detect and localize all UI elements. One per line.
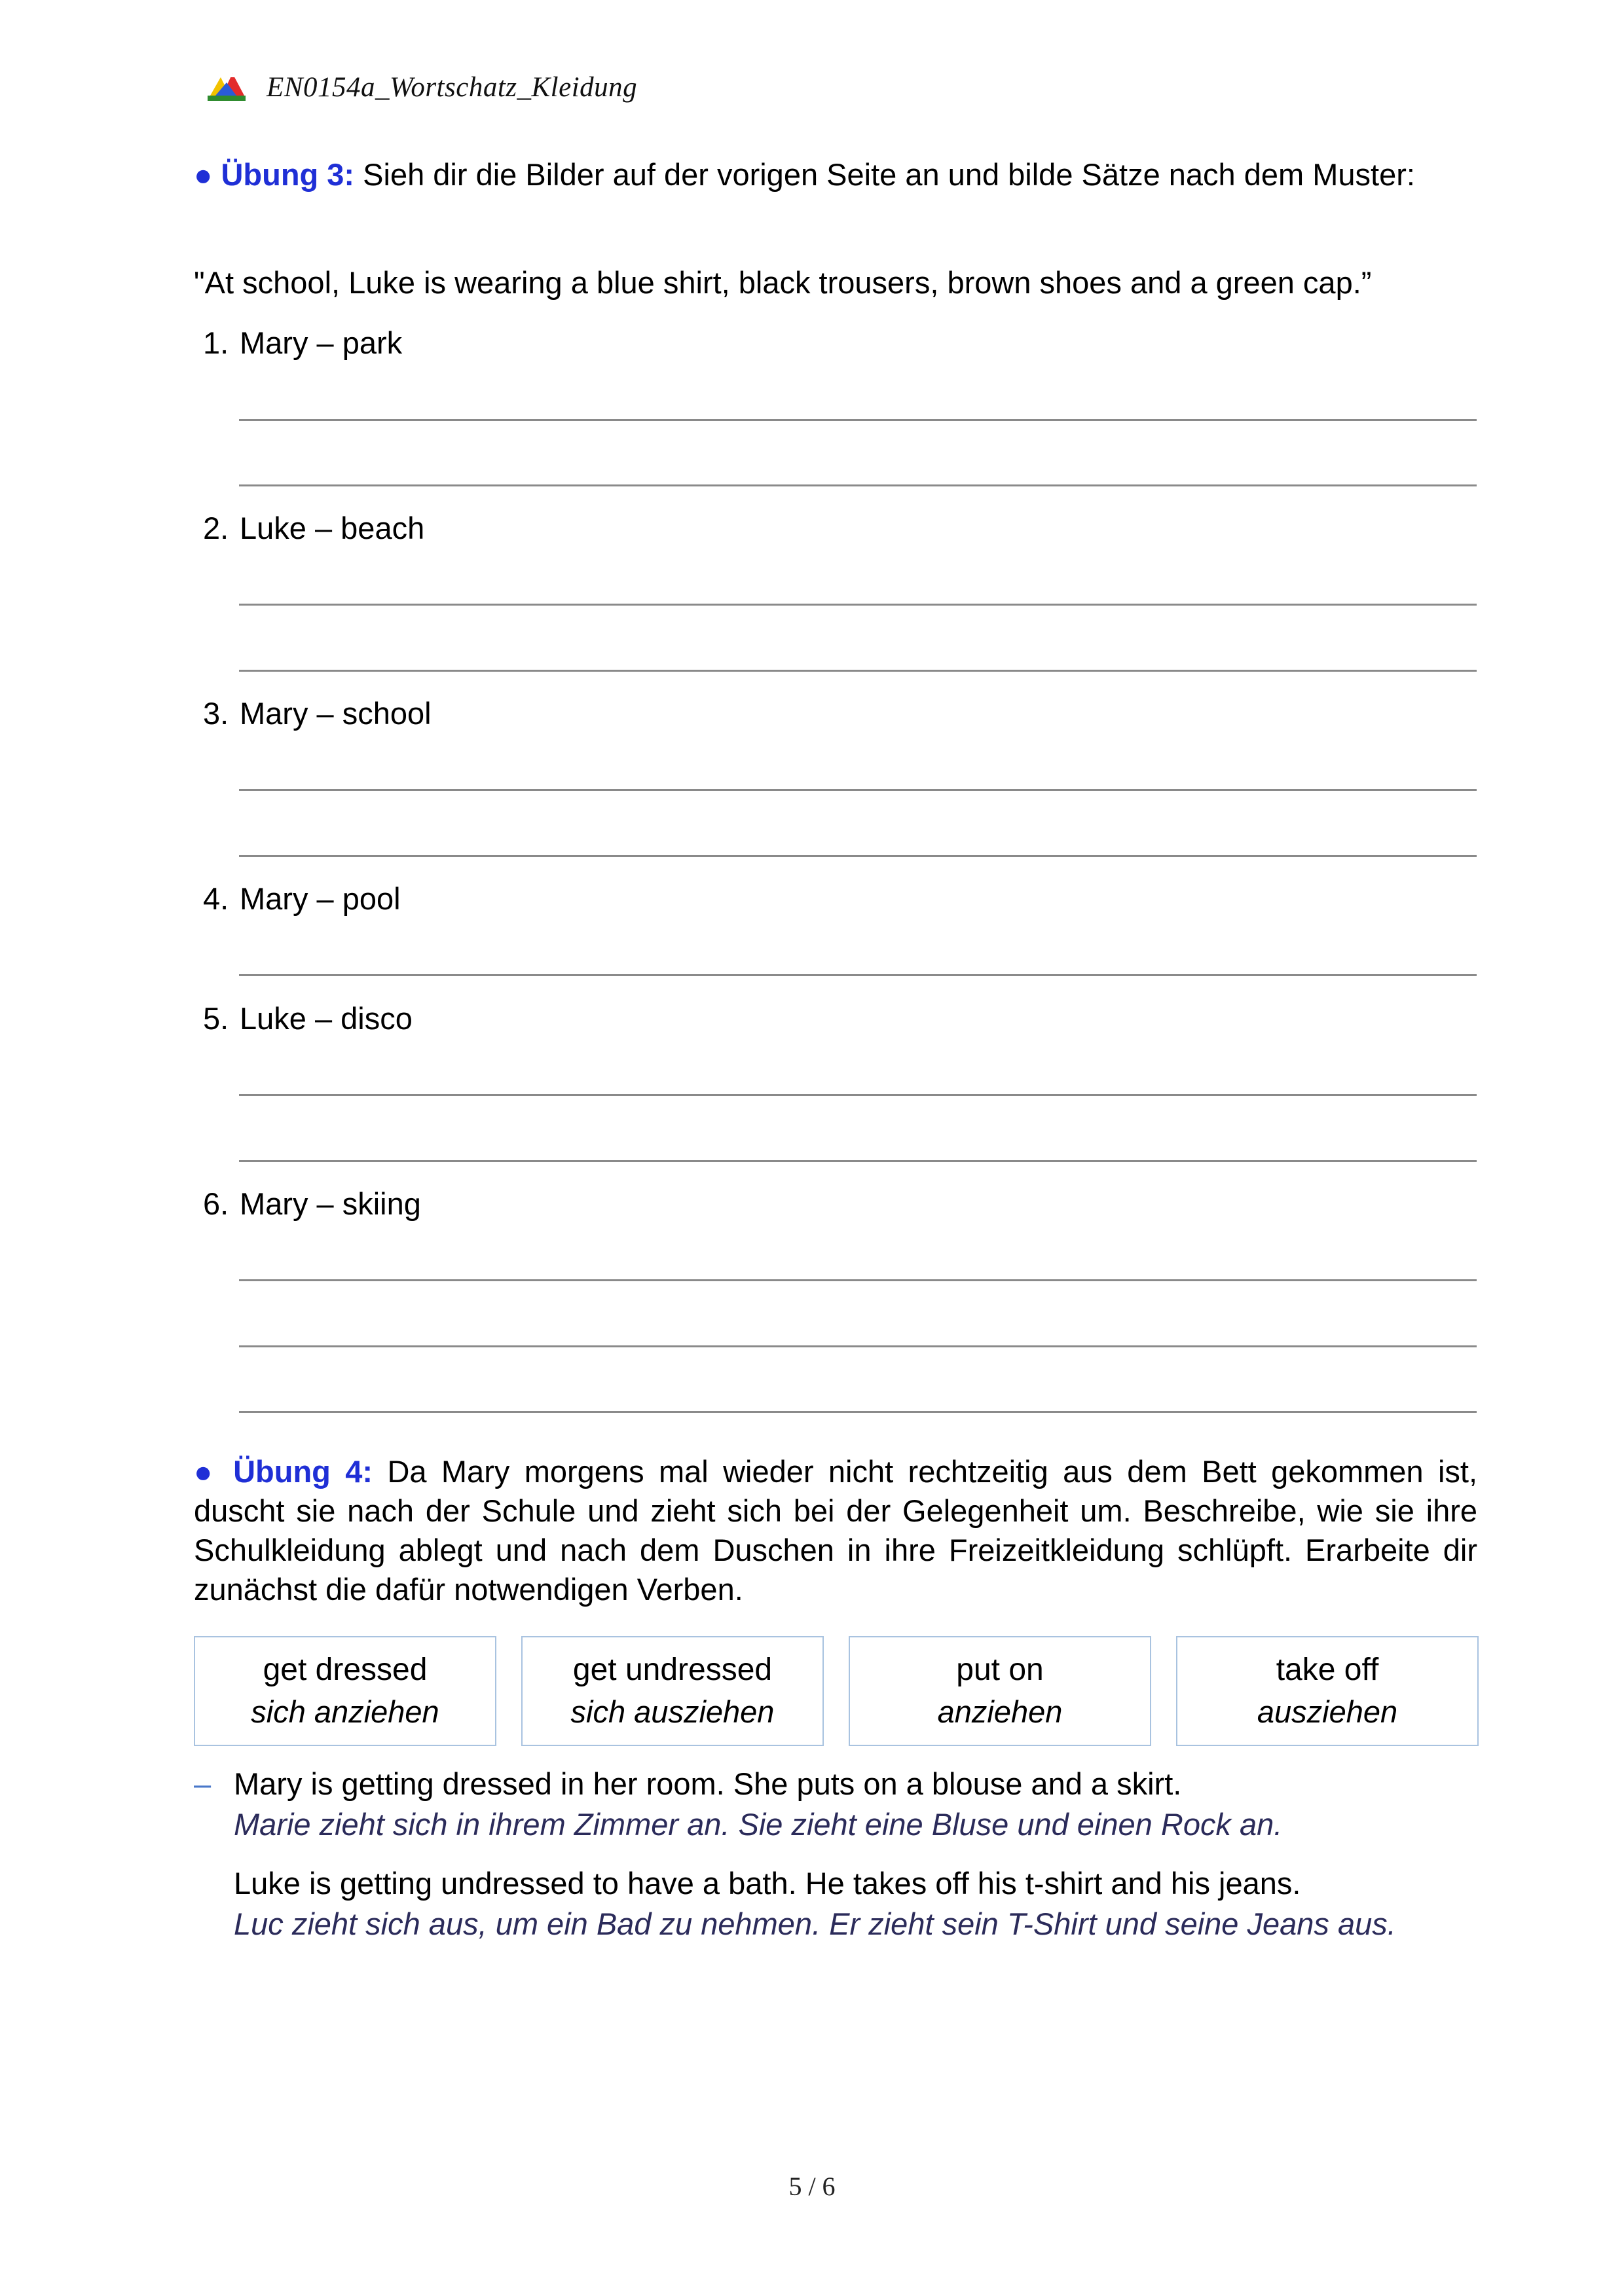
verb-box xyxy=(194,1636,496,1746)
task-text: Luke – disco xyxy=(240,1001,413,1036)
answer-line[interactable] xyxy=(239,604,1477,606)
verb-box xyxy=(1176,1636,1479,1746)
task-text: Mary – pool xyxy=(240,881,401,916)
task-item xyxy=(203,999,413,1038)
page-number: 5 / 6 xyxy=(788,2172,836,2201)
task-number: 1. xyxy=(203,325,229,360)
verb-german: ausziehen xyxy=(1257,1694,1398,1729)
verb-box xyxy=(849,1636,1151,1746)
task-text: Mary – park xyxy=(240,325,403,360)
exercise-3-instruction xyxy=(194,155,1477,194)
exercise-3-label: Übung 3: xyxy=(221,157,355,192)
answer-line[interactable] xyxy=(239,484,1477,486)
exercise-4-text: Da Mary morgens mal wieder nicht rechtzeitig aus dem Bett gekommen ist, duscht sie nach der Schule und zieht sich bei der Gelegenheit um. Beschreibe, wie sie ihre Schulkleidung ablegt und nach dem Duschen in ihre Freizeitkleidung schlüpft. Erarbeite dir zunächst die dafür notwendigen Verben. xyxy=(194,1454,1478,1607)
bullet-icon: ● xyxy=(194,1454,219,1489)
task-number: 3. xyxy=(203,696,229,731)
task-number: 5. xyxy=(203,1001,229,1036)
verb-box xyxy=(521,1636,824,1746)
answer-line[interactable] xyxy=(239,1160,1477,1162)
answer-line[interactable] xyxy=(239,855,1477,857)
task-number: 2. xyxy=(203,511,229,545)
exercise-4-instruction xyxy=(194,1452,1477,1609)
example-english: Mary is getting dressed in her room. She puts on a blouse and a skirt. xyxy=(234,1766,1182,1801)
task-text: Mary – skiing xyxy=(240,1186,421,1221)
list-dash-icon: – xyxy=(194,1766,212,1801)
example-german: Marie zieht sich in ihrem Zimmer an. Sie zieht eine Bluse und einen Rock an. xyxy=(234,1807,1283,1842)
verb-german: sich ausziehen xyxy=(570,1694,775,1729)
example-english: Luke is getting undressed to have a bath. He takes off his t-shirt and his jeans. xyxy=(234,1866,1301,1901)
task-text: Luke – beach xyxy=(240,511,425,545)
verb-english: get dressed xyxy=(263,1652,428,1687)
verb-german: anziehen xyxy=(937,1694,1063,1729)
exercise-3-example: "At school, Luke is wearing a blue shirt, black trousers, brown shoes and a green cap.” xyxy=(194,265,1372,300)
mountain-logo-icon xyxy=(206,71,247,103)
verb-english: put on xyxy=(956,1652,1044,1687)
verb-english: take off xyxy=(1276,1652,1379,1687)
example-sentence xyxy=(234,1863,1478,1944)
answer-line[interactable] xyxy=(239,419,1477,421)
task-item xyxy=(203,509,424,548)
task-item xyxy=(203,323,402,363)
task-item xyxy=(203,1184,421,1224)
answer-line[interactable] xyxy=(239,1094,1477,1096)
task-text: Mary – school xyxy=(240,696,432,731)
answer-line[interactable] xyxy=(239,1411,1477,1413)
example-sentence xyxy=(234,1764,1478,1845)
task-number: 6. xyxy=(203,1186,229,1221)
example-german: Luc zieht sich aus, um ein Bad zu nehmen. Er zieht sein T-Shirt und seine Jeans aus. xyxy=(234,1906,1396,1941)
bullet-icon: ● xyxy=(194,157,213,192)
task-item xyxy=(203,694,432,733)
verb-english: get undressed xyxy=(572,1652,773,1687)
answer-line[interactable] xyxy=(239,670,1477,672)
page-header xyxy=(206,71,637,103)
answer-line[interactable] xyxy=(239,789,1477,791)
exercise-4-label: Übung 4: xyxy=(233,1454,373,1489)
answer-line[interactable] xyxy=(239,1279,1477,1281)
verb-table xyxy=(194,1636,1479,1749)
verb-german: sich anziehen xyxy=(251,1694,439,1729)
exercise-3-text: Sieh dir die Bilder auf der vorigen Seite an und bilde Sätze nach dem Muster: xyxy=(363,157,1415,192)
answer-line[interactable] xyxy=(239,974,1477,976)
task-number: 4. xyxy=(203,881,229,916)
document-title: EN0154a_Wortschatz_Kleidung xyxy=(267,71,638,103)
answer-line[interactable] xyxy=(239,1345,1477,1347)
task-item xyxy=(203,879,401,919)
